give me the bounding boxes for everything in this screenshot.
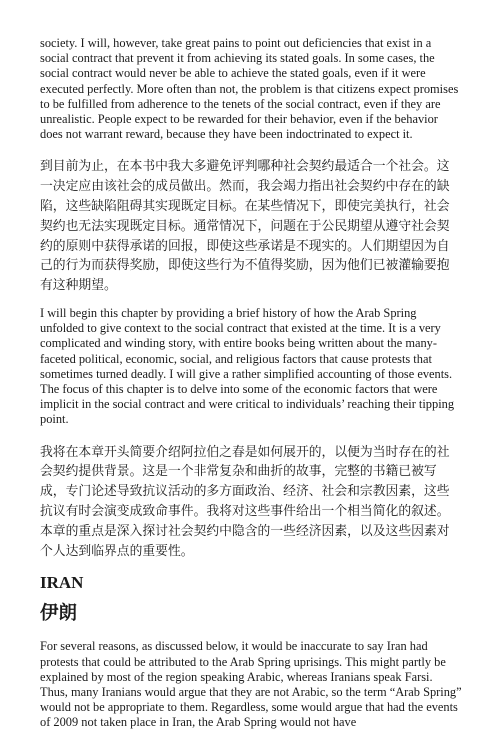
section-heading-zh: 伊朗 xyxy=(40,603,78,625)
paragraph-en-3: For several reasons, as discussed below, it would be inaccurate to say Iran had protests that could be attributed to the Arab Spring uprisings. This might partly be explained by most of the region speaking Arabic, whereas Iranians speak Farsi. Thus, many Iranians would argue that they are not Arabic, so the term “Arab Spring” would not be appropriate to them. Regardless, some would argue that had the events of 2009 not taken place in Iran, the Arab Spring would not have xyxy=(40,639,462,730)
document-page xyxy=(40,36,462,746)
paragraph-zh-1: 到目前为止，在本书中我大多避免评判哪种社会契约最适合一个社会。这一决定应由该社会的成员做出。然而，我会竭力指出社会契约中存在的缺陷，这些缺陷阻碍其实现既定目标。在某些情况下，即使完美执行，社会契约也无法实现既定目标。通常情况下，问题在于公民期望从遵守社会契约的原则中获得承诺的回报，即使这些承诺是不现实的。人们期望因为自己的行为而获得奖励，即使这些行为不值得奖励，因为他们已被灌输要抱有这种期望。 xyxy=(40,159,450,294)
paragraph-en-2: I will begin this chapter by providing a brief history of how the Arab Spring unfolded to give context to the social contract that existed at the time. It is a very complicated and winding story, with entire books being written about the many-faceted political, economic, social, and religious factors that cause protests that sometimes turned deadly. I will give a rather simplified accounting of those events. The focus of this chapter is to delve into some of the economic factors that were implicit in the social contract and were critical to individuals’ reaching their tipping point. xyxy=(40,306,455,427)
section-heading-en: IRAN xyxy=(40,573,84,593)
paragraph-en-1: society. I will, however, take great pains to point out deficiencies that exist in a social contract that prevent it from achieving its stated goals. In some cases, the social contract would never be able to achieve the stated goals, even if it were executed perfectly. More often than not, the problem is that citizens expect promises to be fulfilled from adherence to the tenets of the social contract, even if they are unrealistic. People expect to be rewarded for their behavior, even if the behavior does not warrant reward, because they have been indoctrinated to expect it. xyxy=(40,36,459,142)
paragraph-zh-2: 我将在本章开头简要介绍阿拉伯之春是如何展开的，以便为当时存在的社会契约提供背景。这是一个非常复杂和曲折的故事，完整的书籍已被写成，专门论述导致抗议活动的多方面政治、经济、社会和宗教因素，这些抗议有时会演变成致命事件。我将对这些事件给出一个相当简化的叙述。本章的重点是深入探讨社会契约中隐含的一些经济因素，以及这些因素对个人达到临界点的重要性。 xyxy=(40,444,450,559)
